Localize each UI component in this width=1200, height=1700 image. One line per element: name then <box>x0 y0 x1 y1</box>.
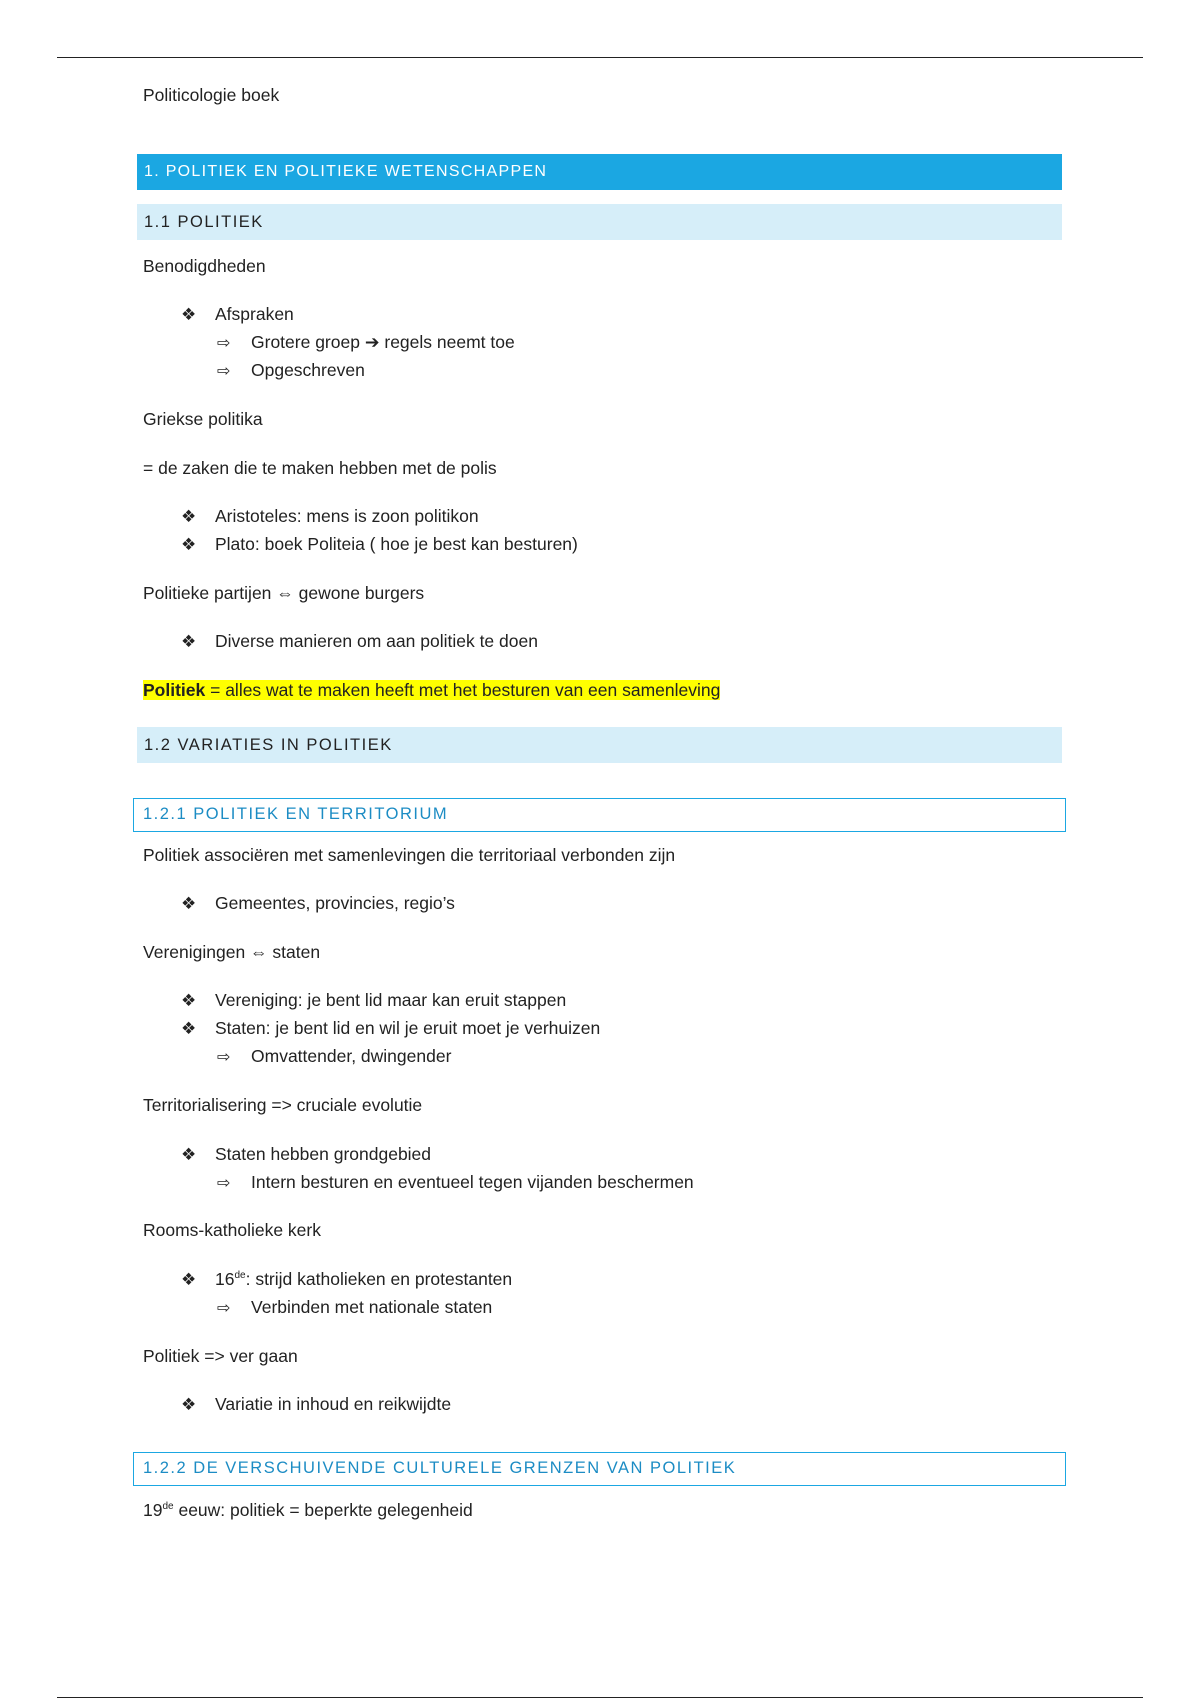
list-item-number: 16 <box>215 1269 235 1289</box>
four-diamond-bullet-icon: ❖ <box>181 1395 197 1414</box>
list-item <box>181 895 455 913</box>
four-diamond-bullet-icon: ❖ <box>181 894 197 913</box>
four-diamond-bullet-icon: ❖ <box>181 507 197 526</box>
hollow-arrow-bullet-icon: ⇨ <box>217 335 231 352</box>
paragraph-politiek-ver-gaan: Politiek => ver gaan <box>143 1346 298 1366</box>
four-diamond-bullet-icon: ❖ <box>181 535 197 554</box>
heading-section-1-2-2: 1.2.2 DE VERSCHUIVENDE CULTURELE GRENZEN VAN POLITIEK <box>133 1452 1066 1486</box>
sub-list-item-text-tail: regels neemt toe <box>384 332 515 352</box>
list-item <box>181 1271 512 1289</box>
paragraph-benodigdheden: Benodigdheden <box>143 256 266 276</box>
four-diamond-bullet-icon: ❖ <box>181 632 197 651</box>
list-item-text: Variatie in inhoud en reikwijdte <box>215 1394 452 1414</box>
sub-list-item <box>217 362 365 380</box>
heading-section-1-2-1: 1.2.1 POLITIEK EN TERRITORIUM <box>133 798 1066 832</box>
sub-list-item-text: Omvattender, dwingender <box>251 1046 452 1066</box>
list-item-text: Staten hebben grondgebied <box>215 1144 432 1164</box>
list-item <box>181 536 578 554</box>
list-item-text: Diverse manieren om aan politiek te doen <box>215 631 538 651</box>
hollow-arrow-bullet-icon: ⇨ <box>217 1300 231 1317</box>
paragraph-griekse-politika: Griekse politika <box>143 409 263 429</box>
sub-list-item-text: Verbinden met nationale staten <box>251 1297 493 1317</box>
bold-right-arrow-icon: ➔ <box>364 332 380 352</box>
left-right-double-arrow-icon: ⇔ <box>276 583 294 603</box>
sub-list-item <box>217 334 515 352</box>
list-item <box>181 1396 451 1414</box>
four-diamond-bullet-icon: ❖ <box>181 1019 197 1038</box>
paragraph-partijen-left: Politieke partijen <box>143 583 272 603</box>
paragraph-verenigingen <box>143 944 320 962</box>
definition-text: = alles wat te maken heeft met het besturen van een samenleving <box>205 680 721 700</box>
heading-chapter-1: 1. POLITIEK EN POLITIEKE WETENSCHAPPEN <box>137 154 1062 190</box>
heading-section-1-1: 1.1 POLITIEK <box>137 204 1062 240</box>
four-diamond-bullet-icon: ❖ <box>181 1270 197 1289</box>
sub-list-item-text: Intern besturen en eventueel tegen vijanden beschermen <box>251 1172 694 1192</box>
list-item <box>181 992 566 1010</box>
paragraph-rooms-katholieke-kerk: Rooms-katholieke kerk <box>143 1220 321 1240</box>
sub-list-item-text: Opgeschreven <box>251 360 365 380</box>
paragraph-territorialisering: Territorialisering => cruciale evolutie <box>143 1095 423 1115</box>
list-item <box>181 1020 600 1038</box>
paragraph-territoriaal: Politiek associëren met samenlevingen die territoriaal verbonden zijn <box>143 845 676 865</box>
list-item <box>181 633 538 651</box>
sub-list-item <box>217 1299 492 1317</box>
list-item-text: Gemeentes, provincies, regio’s <box>215 893 455 913</box>
paragraph-definitie-polis: = de zaken die te maken hebben met de polis <box>143 458 497 478</box>
document-title: Politicologie boek <box>143 85 280 105</box>
paragraph-verenigingen-right: staten <box>272 942 321 962</box>
sub-list-item <box>217 1048 451 1066</box>
ordinal-suffix: de <box>162 1501 174 1513</box>
sub-list-item-text: Grotere groep <box>251 332 360 352</box>
paragraph-partijen <box>143 585 424 603</box>
list-item-text: Aristoteles: mens is zoon politikon <box>215 506 479 526</box>
hollow-arrow-bullet-icon: ⇨ <box>217 1175 231 1192</box>
paragraph-19de-eeuw <box>143 1502 473 1520</box>
paragraph-text: eeuw: politiek = beperkte gelegenheid <box>173 1500 473 1520</box>
bottom-rule <box>57 1697 1143 1698</box>
heading-section-1-2: 1.2 VARIATIES IN POLITIEK <box>137 727 1062 763</box>
list-item-text: Plato: boek Politeia ( hoe je best kan besturen) <box>215 534 578 554</box>
paragraph-number: 19 <box>143 1500 163 1520</box>
definition-politiek <box>143 682 720 700</box>
left-right-double-arrow-icon: ⇔ <box>250 942 268 962</box>
paragraph-partijen-right: gewone burgers <box>298 583 425 603</box>
hollow-arrow-bullet-icon: ⇨ <box>217 1049 231 1066</box>
definition-term: Politiek <box>143 680 206 700</box>
sub-list-item <box>217 1174 694 1192</box>
paragraph-verenigingen-left: Verenigingen <box>143 942 246 962</box>
list-item <box>181 508 479 526</box>
list-item-text: Vereniging: je bent lid maar kan eruit stappen <box>215 990 567 1010</box>
list-item-text: : strijd katholieken en protestanten <box>245 1269 513 1289</box>
list-item <box>181 1146 431 1164</box>
hollow-arrow-bullet-icon: ⇨ <box>217 363 231 380</box>
list-item <box>181 306 294 324</box>
four-diamond-bullet-icon: ❖ <box>181 305 197 324</box>
list-item-text: Staten: je bent lid en wil je eruit moet je verhuizen <box>215 1018 601 1038</box>
ordinal-suffix: de <box>234 1270 246 1282</box>
four-diamond-bullet-icon: ❖ <box>181 991 197 1010</box>
four-diamond-bullet-icon: ❖ <box>181 1145 197 1164</box>
list-item-text: Afspraken <box>215 304 294 324</box>
